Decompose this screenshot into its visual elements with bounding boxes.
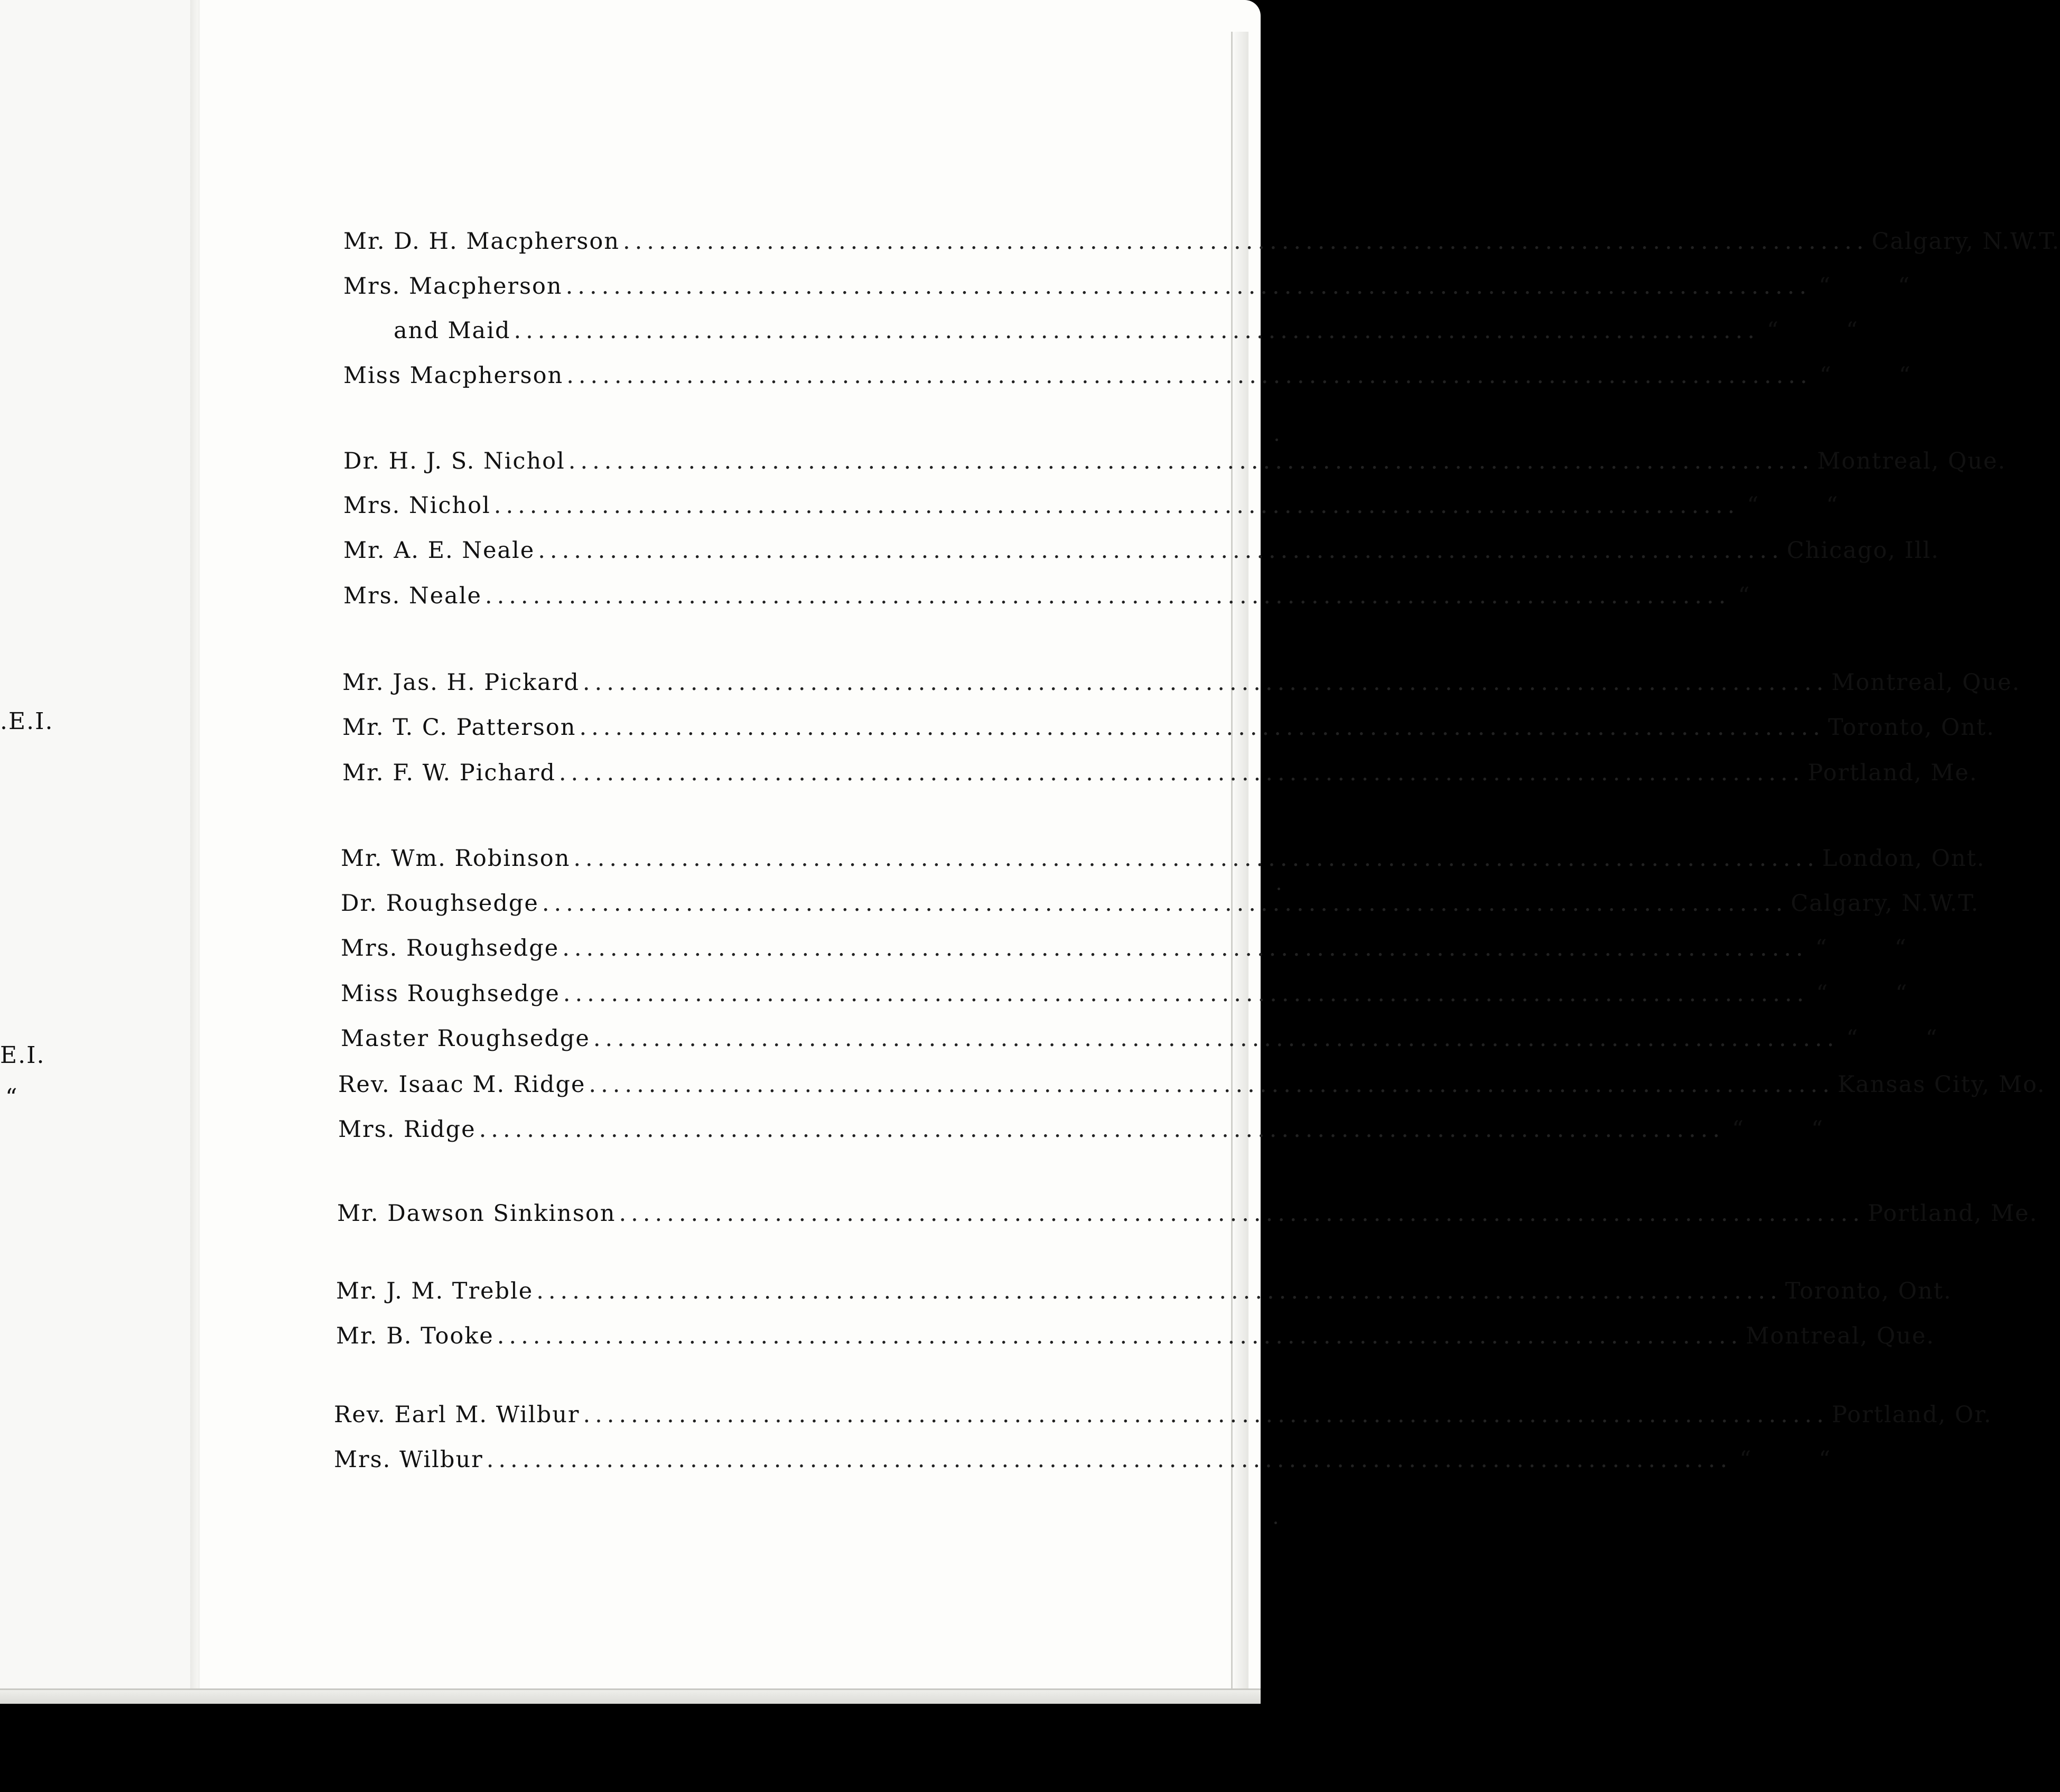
left-page (0, 0, 195, 1702)
guest-name: Mr. T. C. Patterson (342, 714, 576, 741)
guest-entry (336, 1278, 1952, 1323)
guest-entry (338, 1071, 2046, 1117)
leader-dots: ........................................................................................................ (562, 935, 1808, 962)
leader-dots: ........................................................................................................ (484, 583, 1731, 609)
ditto-marks (1811, 935, 1912, 962)
ditto-marks (1815, 362, 1916, 389)
guest-residence: Toronto, Ont. (1828, 714, 1995, 741)
leader-dots: ........................................................................................................ (479, 1116, 1725, 1143)
leader-dots: ........................................................................................................ (619, 1200, 1865, 1227)
guest-entry (343, 492, 1839, 538)
ditto-mark: “ (1925, 1025, 1938, 1052)
ditto-mark: “ (1732, 1116, 1745, 1143)
leader-dots: ........................................................................................................ (583, 1402, 1829, 1428)
ditto-mark: “ (1739, 1446, 1753, 1473)
ditto-mark: “ (1811, 1116, 1824, 1143)
guest-entry (338, 1116, 1824, 1162)
guest-entry (341, 845, 1986, 891)
ditto-marks (1814, 273, 1915, 300)
ditto-marks (1742, 492, 1843, 519)
guest-name: Mrs. Macpherson (343, 273, 563, 300)
scan-speck (1274, 1522, 1277, 1524)
leader-dots: ........................................................................................................ (565, 273, 1812, 300)
guest-name: Dr. Roughsedge (341, 890, 539, 917)
guest-residence: London, Ont. (1822, 845, 1986, 872)
guest-residence: Portland, Me. (1868, 1200, 2038, 1227)
guest-name: Mr. Wm. Robinson (341, 845, 571, 872)
guest-name: Rev. Earl M. Wilbur (334, 1402, 580, 1428)
guest-name: Mrs. Wilbur (334, 1446, 483, 1473)
leader-dots: ........................................................................................................ (542, 890, 1788, 917)
ditto-mark: “ (1819, 1446, 1832, 1473)
leader-dots: ........................................................................................................ (568, 448, 1814, 474)
guest-residence: Montreal, Que. (1746, 1323, 1935, 1349)
guest-entry (343, 273, 1911, 319)
guest-name: Mrs. Ridge (338, 1116, 476, 1143)
guest-residence: Portland, Me. (1807, 760, 1978, 786)
ditto-marks (1733, 583, 1797, 609)
guest-name: Mr. J. M. Treble (336, 1278, 534, 1304)
ditto-marks (1728, 1116, 1828, 1143)
ditto-mark: “ (1846, 318, 1859, 344)
ditto-marks (1812, 981, 1912, 1007)
guest-entry (343, 448, 2006, 493)
guest-name: Miss Macpherson (343, 362, 564, 389)
guest-residence: Toronto, Ont. (1785, 1278, 1952, 1304)
guest-name: Rev. Isaac M. Ridge (338, 1071, 586, 1098)
page-bottom-edge (0, 1688, 1261, 1704)
guest-entry (342, 714, 1995, 760)
guest-entry (343, 228, 2060, 274)
guest-entry (343, 537, 1940, 583)
guest-residence: Chicago, Ill. (1786, 537, 1940, 564)
guest-name: Dr. H. J. S. Nichol (343, 448, 565, 474)
leader-dots: ........................................................................................................ (622, 228, 1869, 255)
guest-entry (334, 1402, 1992, 1447)
leader-dots: ........................................................................................................ (497, 1323, 1743, 1349)
left-page-fragment: “ (5, 1084, 18, 1111)
guest-entry (337, 1200, 2038, 1246)
guest-name: Mr. D. H. Macpherson (343, 228, 620, 255)
guest-name: Mrs. Nichol (343, 492, 491, 519)
guest-residence: Kansas City, Mo. (1837, 1071, 2046, 1098)
guest-name: and Maid (394, 318, 511, 344)
guest-entry (341, 935, 1907, 981)
ditto-mark: “ (1819, 273, 1832, 300)
leader-dots: ........................................................................................................ (563, 981, 1809, 1007)
leader-dots: ........................................................................................................ (538, 537, 1784, 564)
guest-entry (394, 318, 1859, 363)
guest-residence: Portland, Or. (1831, 1402, 1992, 1428)
guest-name: Mr. A. E. Neale (343, 537, 535, 564)
leader-dots: ........................................................................................................ (486, 1446, 1732, 1473)
ditto-mark: “ (1846, 1025, 1859, 1052)
leader-dots: ........................................................................................................ (558, 760, 1805, 786)
guest-name: Miss Roughsedge (341, 981, 560, 1007)
guest-name: Mr. Jas. H. Pickard (342, 669, 580, 696)
ditto-mark: “ (1898, 273, 1911, 300)
leader-dots: ........................................................................................................ (514, 318, 1759, 344)
guest-name: Mrs. Roughsedge (341, 935, 560, 962)
leader-dots: ........................................................................................................ (573, 845, 1819, 872)
guest-entry (343, 362, 1912, 408)
guest-entry (341, 1025, 1938, 1071)
ditto-mark: “ (1895, 981, 1908, 1007)
leader-dots: ........................................................................................................ (536, 1278, 1782, 1304)
ditto-mark: “ (1819, 362, 1832, 389)
guest-entry (336, 1323, 1935, 1368)
scan-speck (1278, 888, 1280, 890)
guest-entry (342, 760, 1978, 805)
ditto-marks (1763, 318, 1863, 344)
leader-dots: ........................................................................................................ (566, 362, 1812, 389)
leader-dots: ........................................................................................................ (579, 714, 1825, 741)
guest-name: Mr. Dawson Sinkinson (337, 1200, 616, 1227)
leader-dots: ........................................................................................................ (589, 1071, 1834, 1098)
ditto-mark: “ (1826, 492, 1839, 519)
leader-dots: ........................................................................................................ (593, 1025, 1839, 1052)
left-page-fragment: E.I. (0, 1042, 45, 1069)
ditto-mark: “ (1738, 583, 1751, 609)
ditto-mark: “ (1747, 492, 1760, 519)
guest-entry (343, 583, 1751, 628)
ditto-mark: “ (1815, 935, 1828, 962)
guest-residence: Montreal, Que. (1831, 669, 2021, 696)
guest-entry (334, 1446, 1832, 1492)
ditto-mark: “ (1894, 935, 1907, 962)
guest-name: Mrs. Neale (343, 583, 482, 609)
guest-entry (342, 669, 2021, 715)
leader-dots: ........................................................................................................ (493, 492, 1740, 519)
guest-name: Master Roughsedge (341, 1025, 590, 1052)
guest-name: Mr. F. W. Pichard (342, 760, 556, 786)
ditto-mark: “ (1816, 981, 1829, 1007)
ditto-mark: “ (1767, 318, 1779, 344)
guest-residence: Montreal, Que. (1817, 448, 2006, 474)
guest-residence: Calgary, N.W.T. (1791, 890, 1980, 917)
scan-speck (1275, 438, 1278, 441)
guest-residence: Calgary, N.W.T. (1871, 228, 2060, 255)
guest-entry (341, 981, 1908, 1026)
leader-dots: ........................................................................................................ (582, 669, 1829, 696)
guest-entry (341, 890, 1980, 936)
ditto-marks (1735, 1446, 1835, 1473)
ditto-marks (1842, 1025, 1942, 1052)
guest-name: Mr. B. Tooke (336, 1323, 494, 1349)
left-page-fragment: .E.I. (0, 708, 54, 735)
ditto-mark: “ (1898, 362, 1912, 389)
